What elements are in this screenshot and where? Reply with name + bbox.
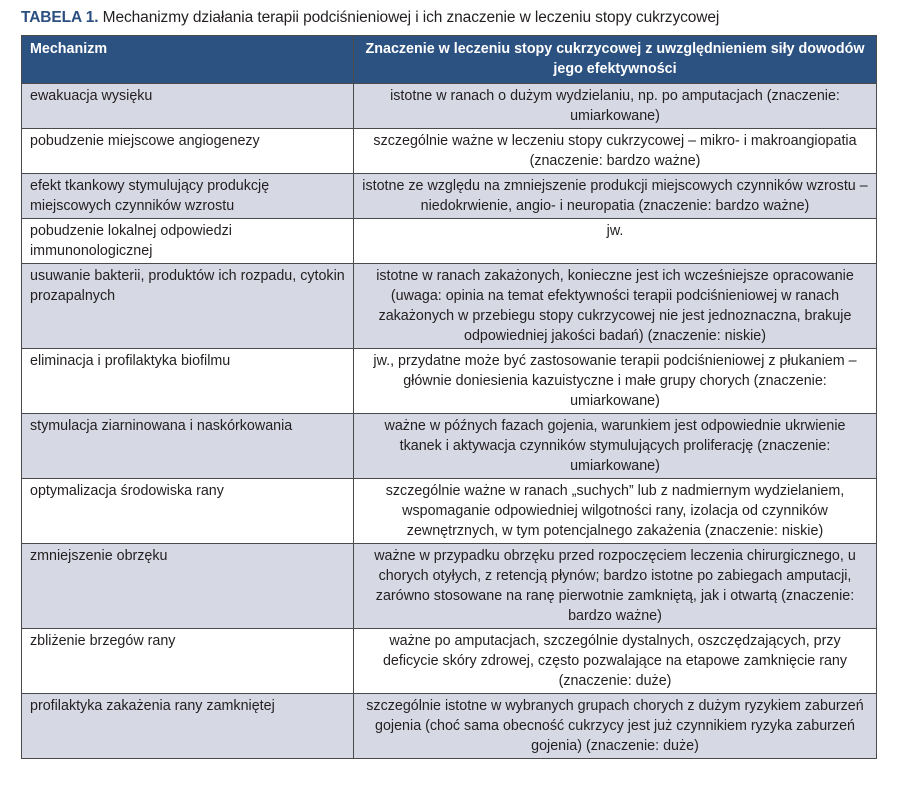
table-row <box>22 414 877 479</box>
mechanism-cell: zmniejszenie obrzęku <box>22 544 354 629</box>
significance-cell: istotne ze względu na zmniejszenie produkcji miejscowych czynników wzrostu – niedokrwienie, angio- i neuropatia (znaczenie: bardzo ważne) <box>354 174 877 219</box>
table-row <box>22 479 877 544</box>
significance-cell: szczególnie ważne w leczeniu stopy cukrzycowej – mikro- i makroangiopatia (znaczenie: bardzo ważne) <box>354 129 877 174</box>
significance-cell: szczególnie istotne w wybranych grupach chorych z dużym ryzykiem zaburzeń gojenia (choć sama obecność cukrzycy jest już czynnikiem ryzyka zaburzeń gojenia) (znaczenie: duże) <box>354 694 877 759</box>
significance-cell: jw. <box>354 219 877 264</box>
significance-cell: ważne w przypadku obrzęku przed rozpoczęciem leczenia chirurgicznego, u chorych otyłych, z retencją płynów; bardzo istotne po zabiegach amputacji, zarówno stosowane na ranę pierwotnie zamkniętą, jak i otwartą (znaczenie: bardzo ważne) <box>354 544 877 629</box>
mechanism-cell: ewakuacja wysięku <box>22 84 354 129</box>
significance-cell: jw., przydatne może być zastosowanie terapii podciśnieniowej z płukaniem – głównie doniesienia kazuistyczne i małe grupy chorych (znaczenie: umiarkowane) <box>354 349 877 414</box>
table-row <box>22 544 877 629</box>
significance-cell: ważne w późnych fazach gojenia, warunkiem jest odpowiednie ukrwienie tkanek i aktywacja czynników stymulujących proliferację (znaczenie: umiarkowane) <box>354 414 877 479</box>
significance-cell: istotne w ranach o dużym wydzielaniu, np. po amputacjach (znaczenie: umiarkowane) <box>354 84 877 129</box>
table-row <box>22 694 877 759</box>
column-header-mechanism: Mechanizm <box>22 36 354 84</box>
mechanism-cell: pobudzenie lokalnej odpowiedzi immunonologicznej <box>22 219 354 264</box>
table-row <box>22 174 877 219</box>
table-row <box>22 84 877 129</box>
table-row <box>22 349 877 414</box>
mechanism-cell: eliminacja i profilaktyka biofilmu <box>22 349 354 414</box>
table-header-row <box>22 36 877 84</box>
mechanisms-table <box>21 35 877 759</box>
mechanism-cell: pobudzenie miejscowe angiogenezy <box>22 129 354 174</box>
table-row <box>22 219 877 264</box>
significance-cell: istotne w ranach zakażonych, konieczne jest ich wcześniejsze opracowanie (uwaga: opinia na temat efektywności terapii podciśnieniowej w ranach zakażonych w przebiegu stopy cukrzycowej nie jest jednoznaczna, brakuje odpowiedniej jakości badań) (znaczenie: niskie) <box>354 264 877 349</box>
table-body <box>22 84 877 759</box>
mechanism-cell: profilaktyka zakażenia rany zamkniętej <box>22 694 354 759</box>
table-row <box>22 629 877 694</box>
significance-cell: szczególnie ważne w ranach „suchych” lub z nadmiernym wydzielaniem, wspomaganie odpowiedniej wilgotności rany, izolacja od czynników zewnętrznych, w tym potencjalnego zakażenia (znaczenie: niskie) <box>354 479 877 544</box>
mechanism-cell: stymulacja ziarninowana i naskórkowania <box>22 414 354 479</box>
table-caption <box>21 9 719 27</box>
mechanism-cell: efekt tkankowy stymulujący produkcję miejscowych czynników wzrostu <box>22 174 354 219</box>
table-row <box>22 129 877 174</box>
column-header-significance: Znaczenie w leczeniu stopy cukrzycowej z uwzględnieniem siły dowodów jego efektywności <box>354 36 877 84</box>
mechanism-cell: zbliżenie brzegów rany <box>22 629 354 694</box>
mechanism-cell: usuwanie bakterii, produktów ich rozpadu, cytokin prozapalnych <box>22 264 354 349</box>
mechanism-cell: optymalizacja środowiska rany <box>22 479 354 544</box>
table-caption-label: TABELA 1. <box>21 9 99 26</box>
significance-cell: ważne po amputacjach, szczególnie dystalnych, oszczędzających, przy deficycie skóry zdrowej, często pozwalające na etapowe zamknięcie rany (znaczenie: duże) <box>354 629 877 694</box>
table-row <box>22 264 877 349</box>
table-caption-text: Mechanizmy działania terapii podciśnieniowej i ich znaczenie w leczeniu stopy cukrzycowej <box>98 9 720 26</box>
